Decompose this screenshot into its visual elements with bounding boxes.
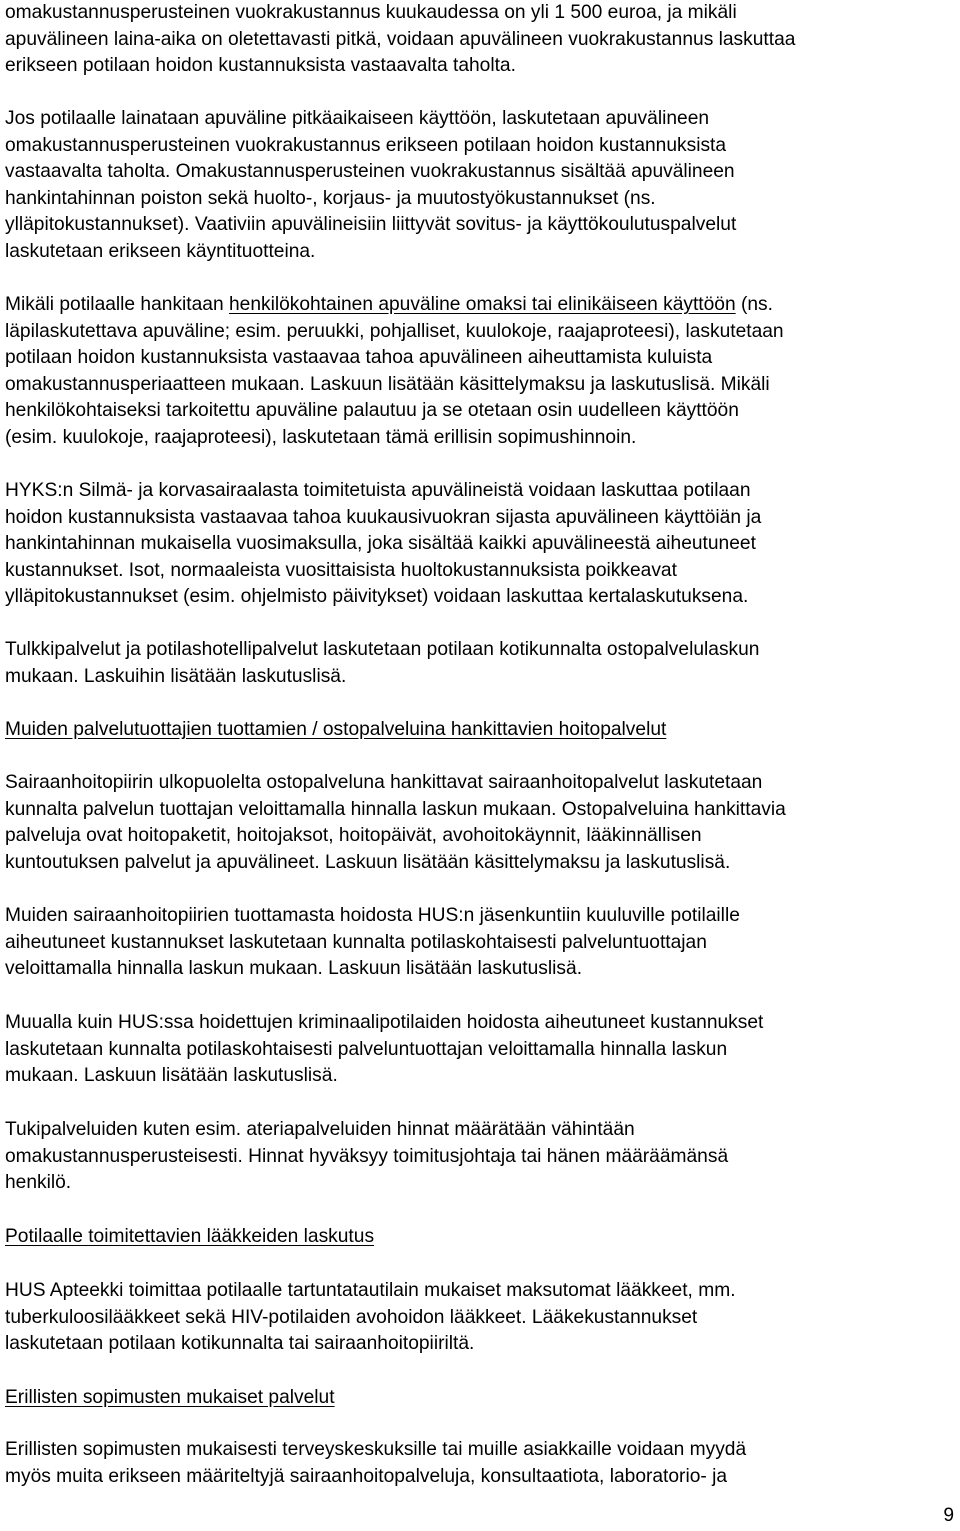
paragraph-hyks-silma: HYKS:n Silmä- ja korvasairaalasta toimitetuista apuvälineistä voidaan laskuttaa potilaan hoidon kustannuksista vastaavaa tahoa kuukausivuokran sijasta apuvälineen käyttöiän ja hankintahinnan mukaisella vuosimaksulla, joka sisältää kaikki apuvälineestä aiheutuneet kustannukset. Isot, normaaleista vuosittaisista huoltokustannuksista poikkeavat ylläpitokustannukset (esim. ohjelmisto päivitykset) voidaan laskuttaa kertalaskutuksena.	[5, 480, 762, 608]
paragraph-vuokrakustannus: omakustannusperusteinen vuokrakustannus kuukaudessa on yli 1 500 euroa, ja mikäli apuvälineen laina-aika on oletettavasti pitkä, voidaan apuvälineen vuokrakustannus laskuttaa erikseen potilaan hoidon kustannuksista vastaavalta taholta.	[5, 2, 796, 77]
paragraph-tukipalvelut: Tukipalveluiden kuten esim. ateriapalveluiden hinnat määrätään vähintään omakustannusperusteisesti. Hinnat hyväksyy toimitusjohtaja tai hänen määräämänsä henkilö.	[5, 1119, 729, 1194]
paragraph-henkilokohtainen-apuvaline	[5, 292, 955, 452]
paragraph-erilliset-sopimukset: Erillisten sopimusten mukaisesti terveyskeskuksille tai muille asiakkaille voidaan myydä myös muita erikseen määriteltyjä sairaanhoitopalveluja, konsultaatiota, laboratorio- ja	[5, 1439, 747, 1487]
paragraph-hus-apteekki: HUS Apteekki toimittaa potilaalle tartuntatautilain mukaiset maksutomat lääkkeet, mm. tuberkuloosilääkkeet sekä HIV-potilaiden avohoidon lääkkeet. Lääkekustannukset laskutetaan potilaan kotikunnalta tai sairaanhoitopiiriltä.	[5, 1280, 736, 1355]
heading-ostopalvelut: Muiden palvelutuottajien tuottamien / ostopalveluina hankittavien hoitopalvelut	[5, 719, 667, 740]
paragraph-henkilokohtainen-suffix: (ns. läpilaskutettava apuväline; esim. peruukki, pohjalliset, kuulokoje, raajaproteesi), laskutetaan potilaan hoidon kustannuksista vastaavaa tahoa apuvälineen aiheuttamista kuluista omakustannusperiaatteen mukaan. Laskuun lisätään käsittelymaksu ja laskutuslisä. Mikäli henkilökohtaiseksi tarkoitettu apuväline palautuu ja se otetaan osin uudelleen käyttöön (esim. kuulokoje, raajaproteesi), laskutetaan tämä erillisin sopimushinnoin.	[5, 294, 784, 448]
paragraph-pitkaaikainen-laina: Jos potilaalle lainataan apuväline pitkäaikaiseen käyttöön, laskutetaan apuvälineen omakustannusperusteinen vuokrakustannus erikseen potilaan hoidon kustannuksista vastaavalta taholta. Omakustannusperusteinen vuokrakustannus sisältää apuvälineen hankintahinnan poiston sekä huolto-, korjaus- ja muutostyökustannukset (ns. ylläpitokustannukset). Vaativiin apuvälineisiin liittyvät sovitus- ja käyttökoulutuspalvelut laskutetaan erikseen käyntituotteina.	[5, 108, 737, 262]
heading-laakkeiden-laskutus: Potilaalle toimitettavien lääkkeiden laskutus	[5, 1226, 375, 1247]
henkilokohtainen-apuvaline-link: henkilökohtainen apuväline omaksi tai elinikäiseen käyttöön	[228, 294, 736, 315]
paragraph-henkilokohtainen-prefix: Mikäli potilaalle hankitaan	[5, 294, 229, 315]
heading-erilliset-sopimukset: Erillisten sopimusten mukaiset palvelut	[5, 1387, 335, 1408]
paragraph-kriminaalipotilaat: Muualla kuin HUS:ssa hoidettujen kriminaalipotilaiden hoidosta aiheutuneet kustannukset laskutetaan kunnalta potilaskohtaisesti palveluntuottajan veloittamalla hinnalla laskun mukaan. Laskuun lisätään laskutuslisä.	[5, 1012, 764, 1087]
paragraph-sairaanhoitopiirin-ulkopuolelta: Sairaanhoitopiirin ulkopuolelta ostopalveluna hankittavat sairaanhoitopalvelut laskutetaan kunnalta palvelun tuottajan veloittamalla hinnalla laskun mukaan. Ostopalveluina hankittavia palveluja ovat hoitopaketit, hoitojaksot, hoitopäivät, avohoitokäynnit, lääkinnällisen kuntoutuksen palvelut ja apuvälineet. Laskuun lisätään käsittelymaksu ja laskutuslisä.	[5, 772, 786, 873]
paragraph-tulkkipalvelut: Tulkkipalvelut ja potilashotellipalvelut laskutetaan potilaan kotikunnalta ostopalvelulaskun mukaan. Laskuihin lisätään laskutuslisä.	[5, 639, 760, 687]
paragraph-muiden-sairaanhoitopiirien: Muiden sairaanhoitopiirien tuottamasta hoidosta HUS:n jäsenkuntiin kuuluville potilaille aiheutuneet kustannukset laskutetaan kunnalta potilaskohtaisesti palveluntuottajan veloittamalla hinnalla laskun mukaan. Laskuun lisätään laskutuslisä.	[5, 905, 740, 980]
page-number: 9	[943, 1505, 954, 1526]
